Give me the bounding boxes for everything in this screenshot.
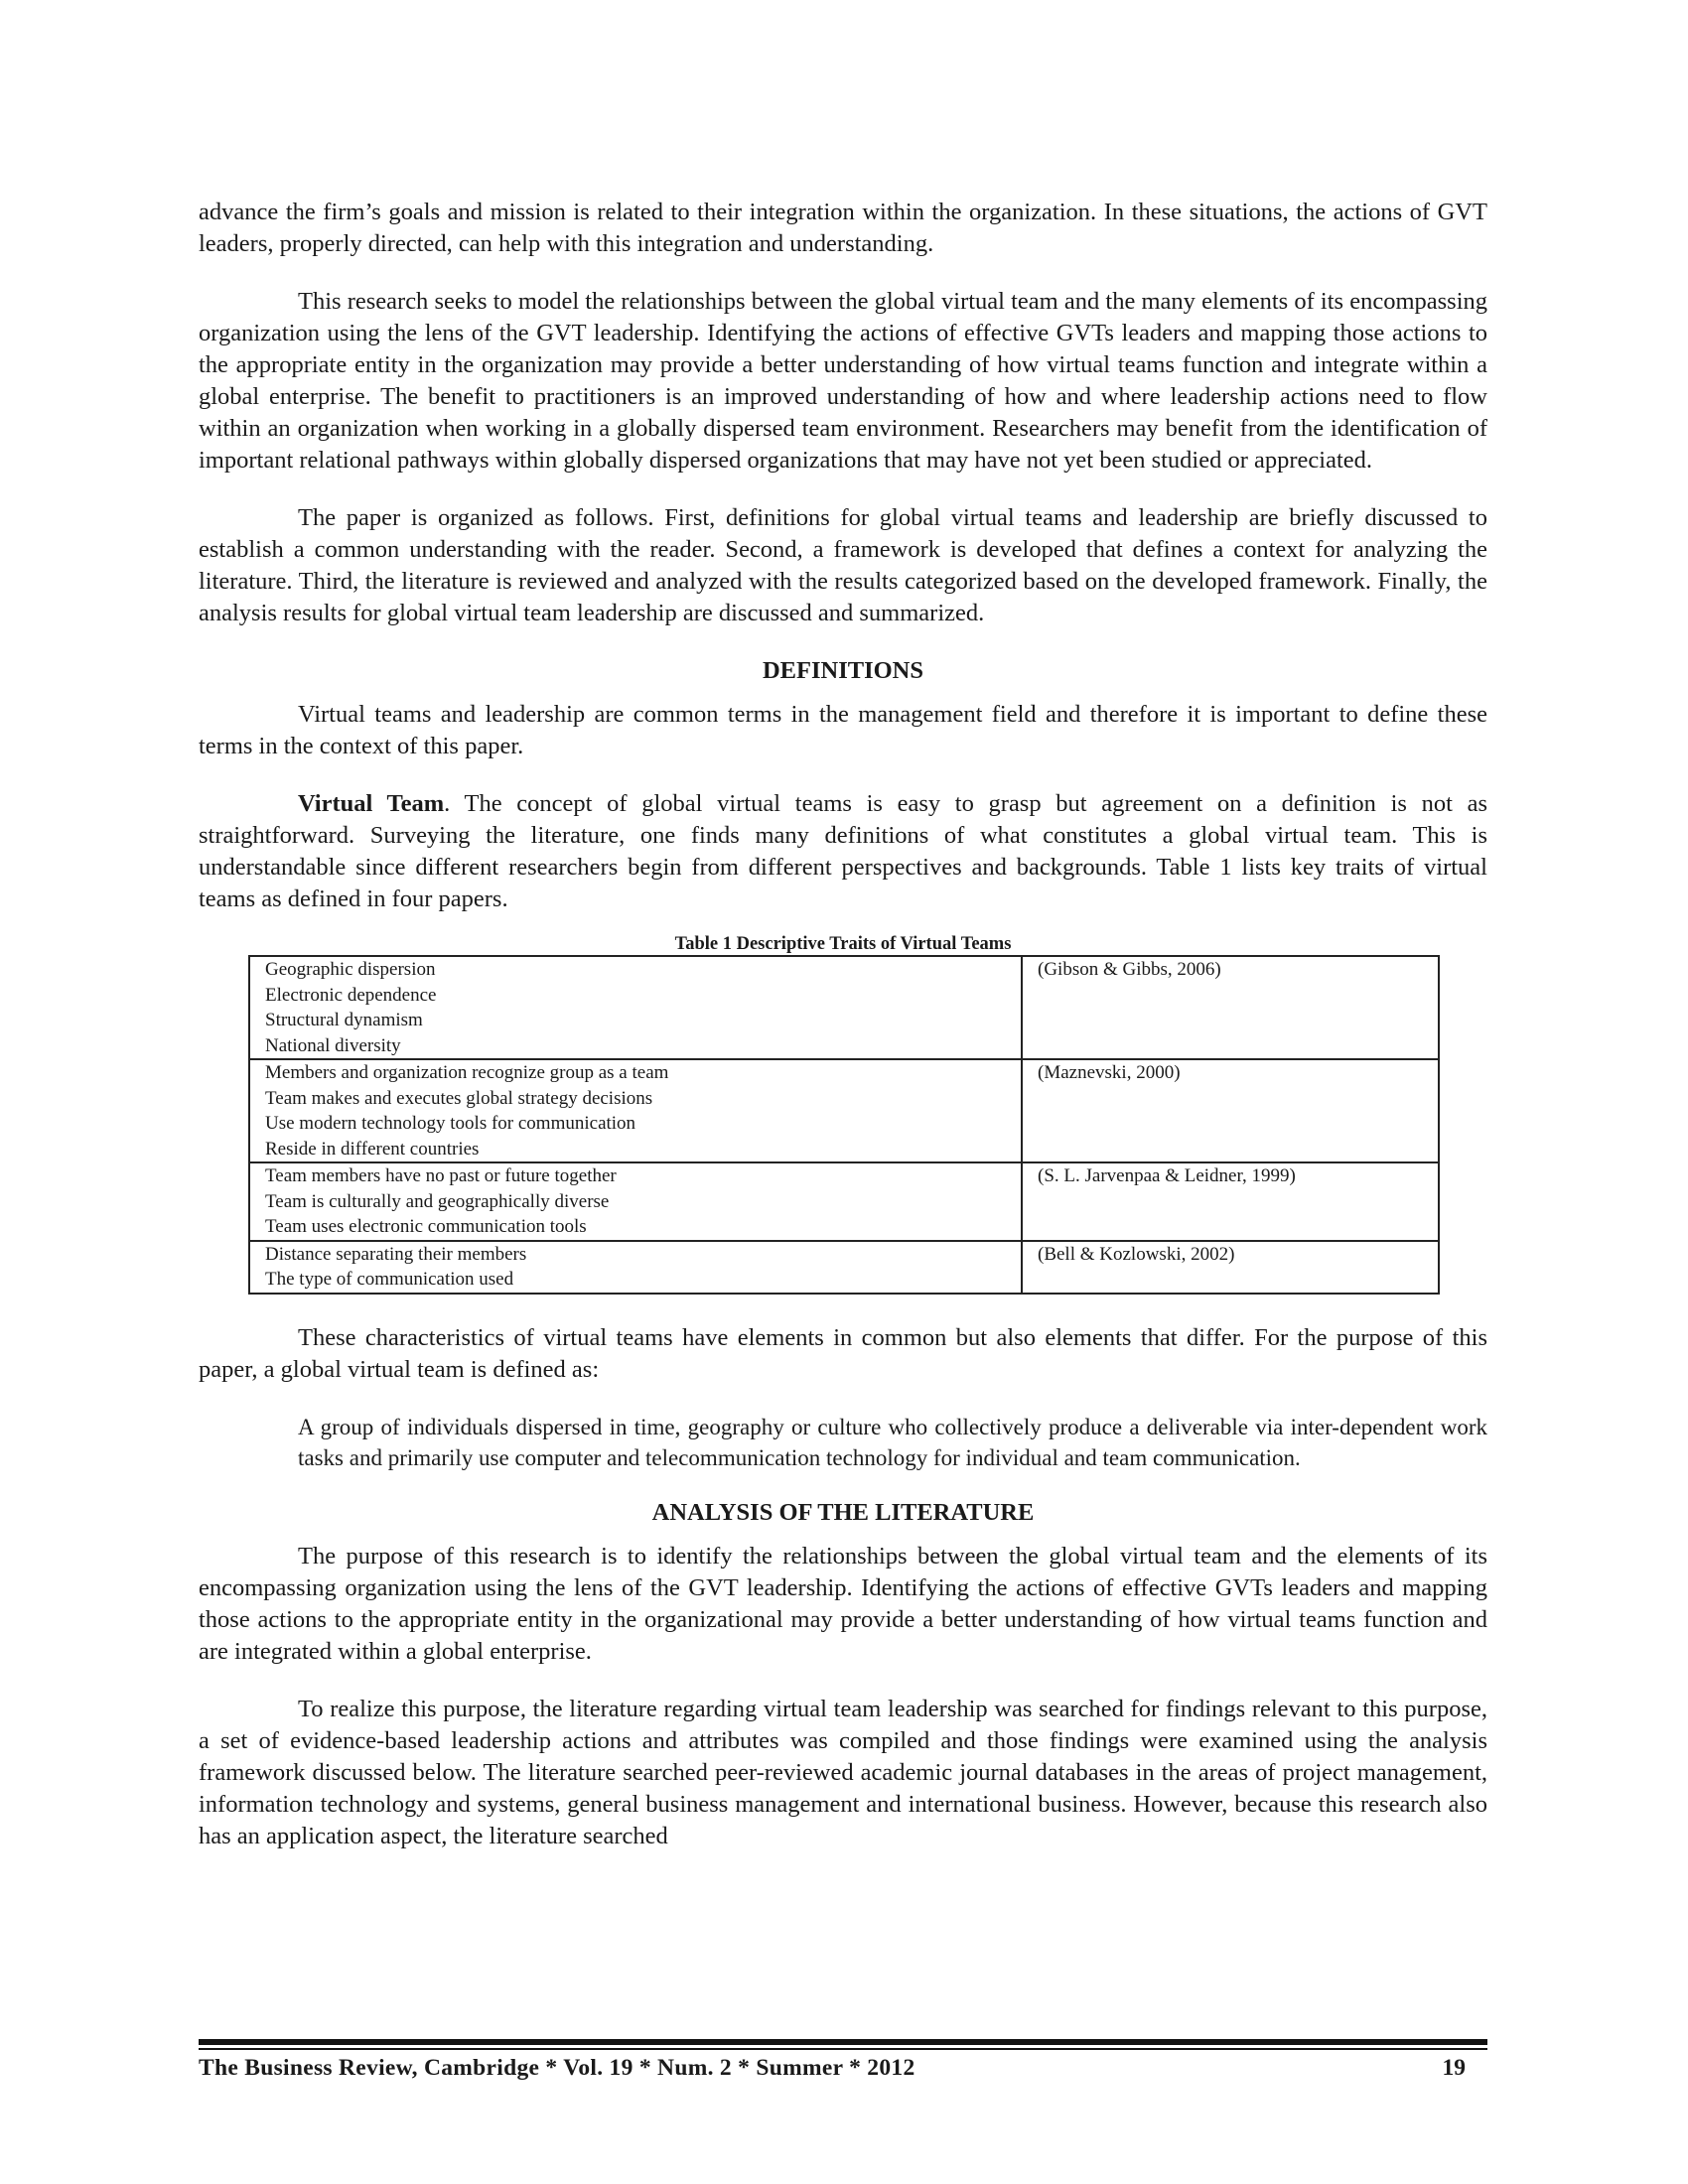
source-cell: (S. L. Jarvenpaa & Leidner, 1999) — [1022, 1162, 1439, 1241]
source-cell: (Maznevski, 2000) — [1022, 1059, 1439, 1162]
section-heading-analysis: ANALYSIS OF THE LITERATURE — [651, 1498, 1035, 1526]
trait-item: Reside in different countries — [265, 1138, 480, 1160]
paragraph-virtual-team — [199, 788, 1487, 915]
virtual-team-term: Virtual Team — [298, 790, 445, 817]
paragraph-analysis-purpose: The purpose of this research is to identify the relationships between the global virtual team and the elements of its encompassing organization using the lens of the GVT leadership. Identifying the actions of effective GVTs leaders and mapping those actions to the appropriate entity in the organizational may provide a better understanding of how virtual teams function and are integrated within a global enterprise. — [199, 1542, 1487, 1665]
section-heading-definitions: DEFINITIONS — [762, 657, 923, 684]
paragraph-organization: The paper is organized as follows. First, definitions for global virtual teams and leadership are briefly discussed to establish a common understanding with the reader. Second, a framework is developed that defines a context for analyzing the literature. Third, the literature is reviewed and analyzed with the results categorized based on the developed framework. Finally, the analysis results for global virtual team leadership are discussed and summarized. — [199, 504, 1487, 626]
trait-item: Distance separating their members — [265, 1243, 527, 1265]
trait-item: Team makes and executes global strategy decisions — [265, 1087, 653, 1109]
trait-item: Members and organization recognize group as a team — [265, 1062, 669, 1083]
trait-item: Team is culturally and geographically diverse — [265, 1190, 610, 1212]
trait-item: Team members have no past or future together — [265, 1165, 617, 1186]
source-cell: (Gibson & Gibbs, 2006) — [1022, 956, 1439, 1059]
footer-rule-thick — [199, 2039, 1487, 2045]
trait-item: Team uses electronic communication tools — [265, 1216, 587, 1237]
page-content — [199, 197, 1487, 1852]
trait-item: Use modern technology tools for communication — [265, 1113, 636, 1134]
source-cell: (Bell & Kozlowski, 2002) — [1022, 1241, 1439, 1294]
traits-cell — [249, 956, 1022, 1059]
definition-blockquote: A group of individuals dispersed in time, geography or culture who collectively produce a deliverable via inter-dependent work tasks and primarily use computer and telecommunication technology for individual and team communication. — [298, 1414, 1487, 1470]
paragraph-intro-continued: advance the firm’s goals and mission is related to their integration within the organization. In these situations, the actions of GVT leaders, properly directed, can help with this integration and understanding. — [199, 199, 1487, 257]
trait-item: Structural dynamism — [265, 1010, 423, 1030]
paragraph-definitions-intro: Virtual teams and leadership are common terms in the management field and therefore it is important to define these terms in the context of this paper. — [199, 701, 1487, 759]
paragraph-research-aim: This research seeks to model the relationships between the global virtual team and the many elements of its encompassing organization using the lens of the GVT leadership. Identifying the actions of effective GVTs leaders and mapping those actions to the appropriate entity in the organization may provide a better understanding of how virtual teams function and integrate within a global enterprise. The benefit to practitioners is an improved understanding of how and where leadership actions need to flow within an organization when working in a globally dispersed team environment. Researchers may benefit from the identification of important relational pathways within globally dispersed organizations that may have not yet been studied or appreciated. — [199, 288, 1487, 474]
trait-item: Geographic dispersion — [265, 959, 436, 980]
paragraph-analysis-method: To realize this purpose, the literature regarding virtual team leadership was searched for findings relevant to this purpose, a set of evidence-based leadership actions and attributes was compiled and those findings were examined using the analysis framework discussed below. The literature searched peer-reviewed academic journal databases in the areas of project management, information technology and systems, general business management and international business. However, because this research also has an application aspect, the literature searched — [199, 1695, 1487, 1849]
table-row — [249, 1162, 1439, 1241]
table-caption: Table 1 Descriptive Traits of Virtual Teams — [674, 934, 1012, 954]
footer-rule-thin — [199, 2048, 1487, 2050]
trait-item: National diversity — [265, 1034, 401, 1056]
page-number: 19 — [1442, 2055, 1466, 2081]
paragraph-characteristics: These characteristics of virtual teams have elements in common but also elements that differ. For the purpose of this paper, a global virtual team is defined as: — [199, 1323, 1487, 1383]
table-row — [249, 1059, 1439, 1162]
virtual-team-text: . The concept of global virtual teams is easy to grasp but agreement on a definition is not as straightforward. Surveying the literature, one finds many definitions of what constitutes a global virtual team. This is understandable since different researchers begin from different perspectives and backgrounds. Table 1 lists key traits of virtual teams as defined in four papers. — [199, 790, 1487, 912]
trait-item: The type of communication used — [265, 1269, 514, 1290]
footer-journal-citation: The Business Review, Cambridge * Vol. 19 * Num. 2 * Summer * 2012 — [199, 2055, 915, 2081]
traits-cell — [249, 1059, 1022, 1162]
page-footer — [199, 2055, 1487, 2091]
table-row — [249, 1241, 1439, 1294]
traits-cell — [249, 1162, 1022, 1241]
traits-table — [248, 955, 1440, 1295]
trait-item: Electronic dependence — [265, 984, 437, 1006]
traits-cell — [249, 1241, 1022, 1294]
table-row — [249, 956, 1439, 1059]
